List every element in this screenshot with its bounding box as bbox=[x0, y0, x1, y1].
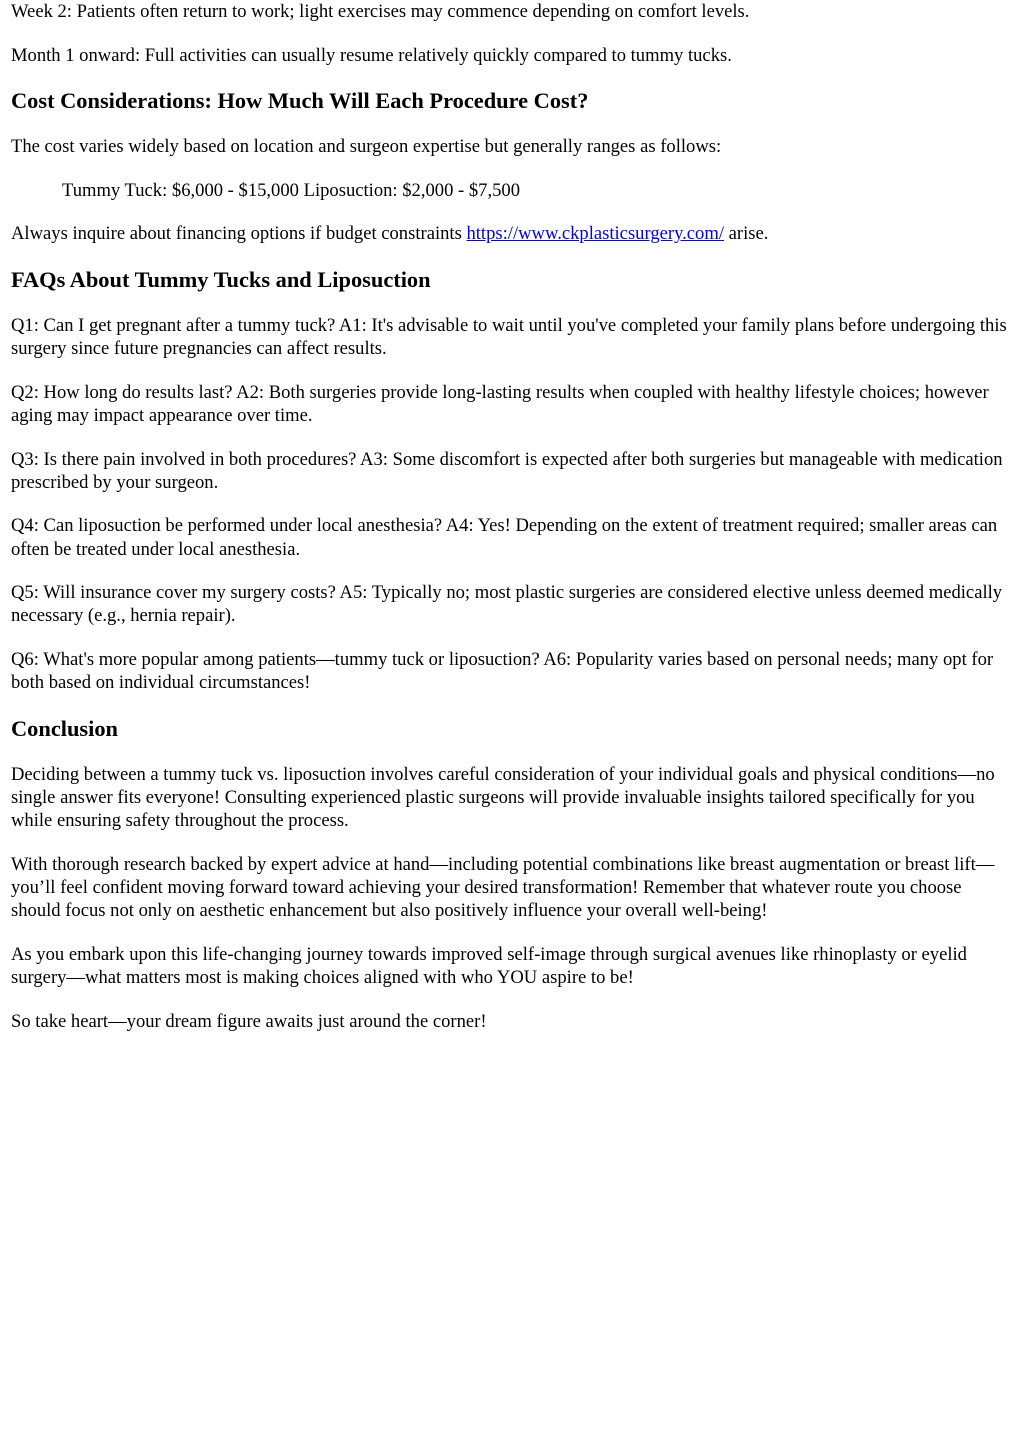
faq-item-3: Q3: Is there pain involved in both procedures? A3: Some discomfort is expected after both surgeries but manageable with medication prescribed by your surgeon. bbox=[11, 448, 1003, 493]
faq-item-4: Q4: Can liposuction be performed under local anesthesia? A4: Yes! Depending on the extent of treatment required; smaller areas can often be treated under local anesthesia. bbox=[11, 515, 998, 560]
faq-item-6: Q6: What's more popular among patients—tummy tuck or liposuction? A6: Popularity varies based on personal needs; many opt for both based on individual circumstances! bbox=[11, 648, 994, 694]
conclusion-paragraph-4: So take heart—your dream figure awaits just around the corner! bbox=[11, 1010, 487, 1032]
faq-item-2: Q2: How long do results last? A2: Both surgeries provide long-lasting results when coupled with healthy lifestyle choices; however aging may impact appearance over time. bbox=[11, 381, 989, 426]
conclusion-paragraph-1: Deciding between a tummy tuck vs. liposuction involves careful consideration of your individual goals and physical conditions—no single answer fits everyone! Consulting experienced plastic surgeons will provide invaluable insights tailored specifically for you while ensuring safety throughout the process. bbox=[11, 763, 995, 832]
cost-intro-text: The cost varies widely based on location and surgeon expertise but generally ranges as follows: bbox=[11, 136, 722, 158]
cost-heading: Cost Considerations: How Much Will Each Procedure Cost? bbox=[11, 88, 589, 114]
ckplasticsurgery-link[interactable]: https://www.ckplasticsurgery.com/ bbox=[466, 223, 724, 245]
recovery-month1-text: Month 1 onward: Full activities can usually resume relatively quickly compared to tummy tucks. bbox=[11, 44, 732, 66]
financing-text-before: Always inquire about financing options if budget constraints bbox=[11, 223, 467, 245]
faq-item-1: Q1: Can I get pregnant after a tummy tuck? A1: It's advisable to wait until you've completed your family plans before undergoing this surgery since future pregnancies can affect results. bbox=[11, 314, 1007, 360]
recovery-week2-text: Week 2: Patients often return to work; light exercises may commence depending on comfort levels. bbox=[11, 1, 750, 22]
financing-text bbox=[11, 222, 1013, 245]
faq-item-5: Q5: Will insurance cover my surgery costs? A5: Typically no; most plastic surgeries are considered elective unless deemed medically necessary (e.g., hernia repair). bbox=[11, 582, 1003, 627]
conclusion-paragraph-3: As you embark upon this life-changing journey towards improved self-image through surgical avenues like rhinoplasty or eyelid surgery—what matters most is making choices aligned with who YOU aspire to be! bbox=[11, 943, 967, 988]
conclusion-paragraph-2: With thorough research backed by expert advice at hand—including potential combinations like breast augmentation or breast lift—you’ll feel confident moving forward toward achieving your desired transformation! Remember that whatever route you choose should focus not only on aesthetic enhancement but also positively influence your overall well-being! bbox=[11, 853, 995, 922]
faqs-heading: FAQs About Tummy Tucks and Liposuction bbox=[11, 266, 431, 292]
conclusion-heading: Conclusion bbox=[11, 715, 119, 741]
financing-text-after: arise. bbox=[723, 223, 769, 245]
cost-ranges-text: Tummy Tuck: $6,000 - $15,000 Liposuction: $2,000 - $7,500 bbox=[62, 179, 520, 201]
